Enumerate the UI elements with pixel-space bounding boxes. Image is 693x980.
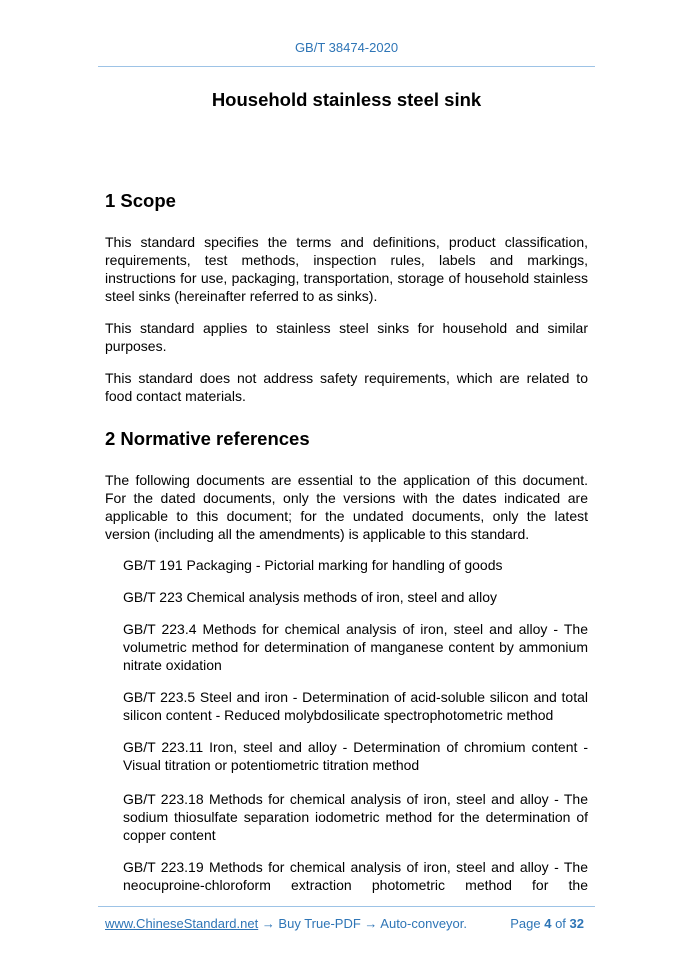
footer-text: → Buy True-PDF → Auto-conveyor. xyxy=(258,916,468,931)
current-page: 4 xyxy=(544,916,552,931)
page-label: Page xyxy=(510,916,541,931)
reference-item: GB/T 223.18 Methods for chemical analysis of iron, steel and alloy - The sodium thiosulfate separation iodometric method for the determination of copper content xyxy=(123,791,588,843)
reference-item: GB/T 223.19 Methods for chemical analysis of iron, steel and alloy - The neocuproine-chloroform extraction photometric method for the xyxy=(123,859,588,893)
footer xyxy=(105,916,588,931)
reference-item: GB/T 223.4 Methods for chemical analysis of iron, steel and alloy - The volumetric method for determination of manganese content by ammonium nitrate oxidation xyxy=(123,621,588,673)
header-rule xyxy=(98,66,595,67)
document-title: Household stainless steel sink xyxy=(211,89,482,110)
website-link[interactable]: www.ChineseStandard.net xyxy=(105,916,259,931)
section-heading-normative-references: 2 Normative references xyxy=(105,428,310,449)
paragraph: This standard applies to stainless steel sinks for household and similar purposes. xyxy=(105,320,588,354)
section-heading-scope: 1 Scope xyxy=(105,190,176,211)
footer-rule xyxy=(98,906,595,907)
reference-item: GB/T 223.5 Steel and iron - Determination of acid-soluble silicon and total silicon content - Reduced molybdosilicate spectrophotometric method xyxy=(123,689,588,723)
paragraph: The following documents are essential to the application of this document. For the dated documents, only the versions with the dates indicated are applicable to this document; for the undated documents, only the latest version (including all the amendments) is applicable to this standard. xyxy=(105,472,588,542)
paragraph: This standard specifies the terms and definitions, product classification, requirements, test methods, inspection rules, labels and markings, instructions for use, packaging, transportation, storage of household stainless steel sinks (hereinafter referred to as sinks). xyxy=(105,234,588,304)
reference-item: GB/T 223.11 Iron, steel and alloy - Determination of chromium content - Visual titration or potentiometric titration method xyxy=(123,739,588,773)
paragraph: This standard does not address safety requirements, which are related to food contact materials. xyxy=(105,370,588,404)
page-number xyxy=(510,916,584,931)
total-pages: 32 xyxy=(569,916,584,931)
reference-item: GB/T 223 Chemical analysis methods of iron, steel and alloy xyxy=(123,589,498,605)
header-standard-code: GB/T 38474-2020 xyxy=(294,40,399,55)
of-label: of xyxy=(555,916,566,931)
reference-item: GB/T 191 Packaging - Pictorial marking for handling of goods xyxy=(123,557,503,573)
